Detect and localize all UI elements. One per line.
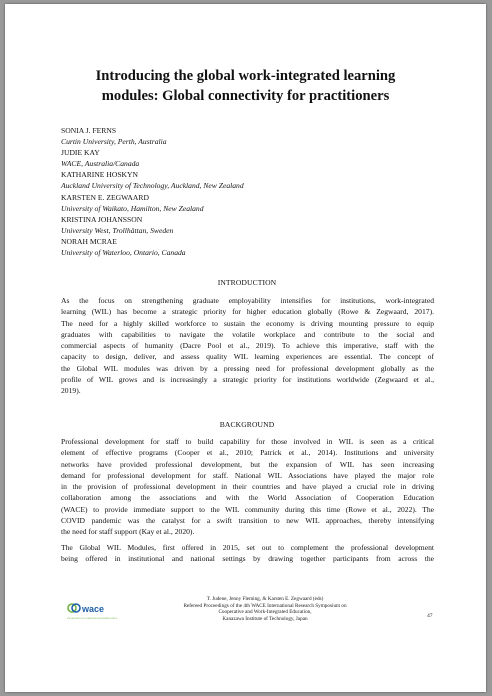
text-line: The need for a highly skilled workforce to sustain the economy is driving mounting pressure to equip [61, 318, 434, 328]
background-heading: BACKGROUND [219, 420, 275, 429]
footer-citation [140, 596, 390, 622]
author-list [61, 125, 441, 258]
title-line: Introducing the global work-integrated learning [95, 68, 396, 84]
page-number: 47 [427, 613, 433, 619]
author-name: KRISTINA JOHANSSON [61, 214, 143, 224]
text-line: (WACE) to provide immediate support to the WIL community during this time (Rowe et al., 2022). The [61, 504, 434, 514]
author-name: NORAH MCRAE [61, 236, 117, 246]
text-line: learning (WIL) has become a strategic priority for higher education globally (Rowe & Zegwaard, 2017). [61, 307, 434, 317]
author-affiliation: Curtin University, Perth, Australia [61, 137, 167, 147]
introduction-heading: INTRODUCTION [217, 278, 277, 287]
author-name: JUDIE KAY [61, 148, 100, 158]
author-affiliation: Auckland University of Technology, Auckland, New Zealand [61, 181, 244, 191]
text-line: element of effective programs (Cooper et al., 2010; Patrick et al., 2014). Institutions and university [61, 448, 434, 458]
text-line: graduates with capabilities to navigate the volatile workplace and contribute to the social and [61, 329, 434, 339]
text-line: COVID pandemic was the catalyst for a swift transition to new WIL approaches, thereby intensifying [61, 516, 434, 526]
footer-line: Cooperative and Work-Integrated Education, [218, 609, 312, 616]
text-line: The Global WIL Modules, first offered in 2015, set out to complement the professional development [61, 543, 434, 552]
footer-line: Kanazawa Institute of Technology, Japan [222, 615, 308, 622]
text-line: networks have provided professional development, but the expansion of WIL has seen increasing [61, 459, 434, 469]
author-affiliation: University West, Trollhättan, Sweden [61, 225, 174, 235]
text-line: capacity to design, deliver, and assess quality WIL learning experiences are essential. The concept of [61, 352, 434, 362]
text-line: collaboration among the associations and with the World Association of Cooperation Education [61, 493, 434, 503]
text-line: the need for staff support (Kay et al., 2020). [61, 527, 195, 537]
paper-title [45, 66, 446, 106]
paper-page [5, 4, 486, 692]
logo-subtext: WORLD ASSOCIATION FOR COOPERATIVE AND WORK-INTEGRATED EDUCATION [67, 618, 153, 620]
text-line: Professional development for staff to build capability for those involved in WIL is seen as a critical [61, 437, 434, 446]
text-line: commercial aspects of humanity (Dacre Pool et al., 2019). To achieve this imperative, staff with the [61, 341, 434, 351]
author-affiliation: WACE, Australia/Canada [61, 159, 140, 169]
text-line: profile of WIL grows and is increasingly a strategic priority for institutions worldwide (Zegwaard et al., [61, 375, 434, 385]
footer-line: Refereed Proceedings of the 4th WACE International Research Symposium on [183, 602, 347, 609]
text-line: the Global WIL modules was driven by a pressing need for professional development globally as the [61, 363, 434, 373]
logo-wordmark: wace [82, 604, 105, 614]
author-name: SONIA J. FERNS [61, 126, 117, 135]
author-name: KARSTEN E. ZEGWAARD [61, 192, 149, 202]
author-affiliation: University of Waterloo, Ontario, Canada [61, 248, 186, 258]
title-line: modules: Global connectivity for practitioners [101, 88, 390, 104]
footer-line: T. Judene, Jenny Fleming, & Karsten E. Zegwaard (eds) [206, 596, 324, 602]
text-line: demand for professional development for staff. National WIL Associations have played the major role [61, 470, 434, 480]
text-line: being offered in institutional and national settings by drawing together participants from across the [61, 554, 434, 564]
author-name: KATHARINE HOSKYN [61, 170, 138, 180]
text-line: 2019). [61, 386, 81, 396]
author-affiliation: University of Waikato, Hamilton, New Zealand [61, 203, 204, 213]
wace-logo [65, 602, 153, 626]
text-line: in the provision of professional development in their countries and have played a crucial role in driving [61, 482, 434, 492]
text-line: As the focus on strengthening graduate employability intensifies for institutions, work-integrated [61, 296, 434, 305]
introduction-paragraph [61, 295, 434, 397]
background-paragraph-2 [61, 542, 434, 565]
background-paragraph [61, 436, 434, 538]
